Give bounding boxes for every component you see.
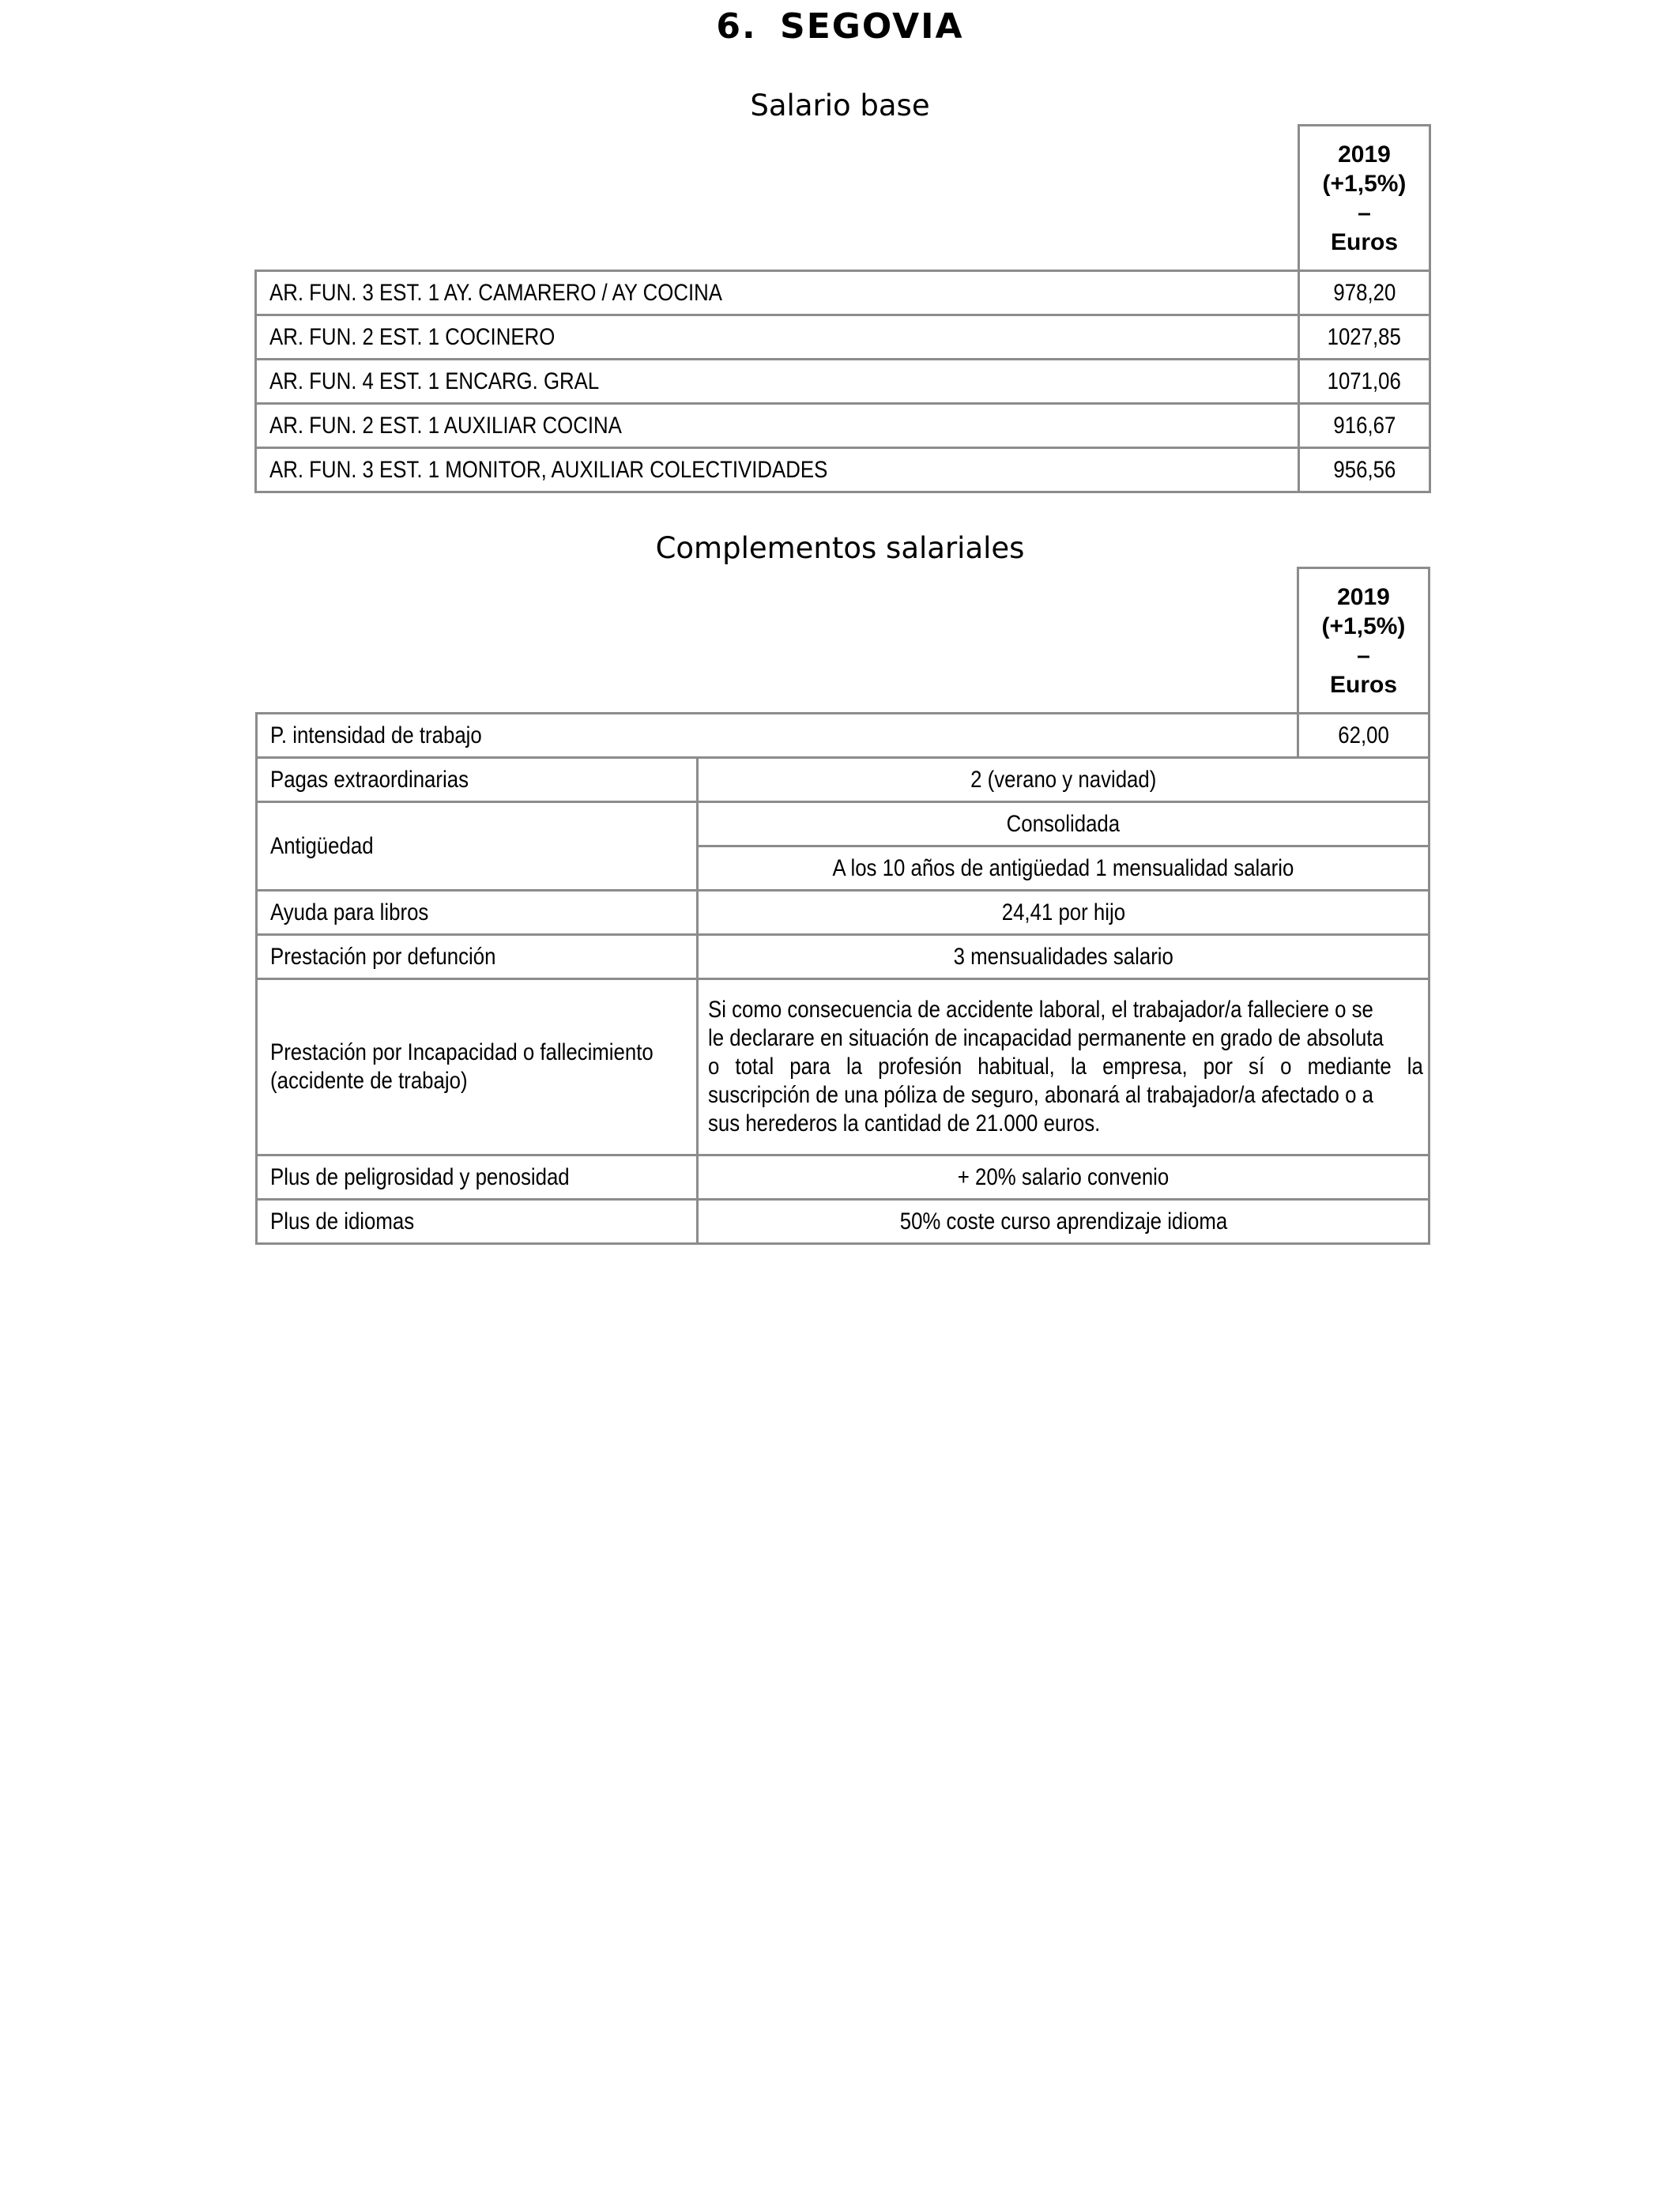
- concept-value: 50% coste curso aprendizaje idioma: [698, 1200, 1430, 1244]
- column-header: 2019 (+1,5%) – Euros: [1298, 568, 1430, 714]
- table-row: [256, 404, 1430, 448]
- category-label: AR. FUN. 3 EST. 1 AY. CAMARERO / AY COCINA: [256, 271, 1299, 315]
- salary-value: 916,67: [1299, 404, 1430, 448]
- table-row: [257, 714, 1430, 758]
- category-label: AR. FUN. 2 EST. 1 AUXILIAR COCINA: [256, 404, 1299, 448]
- salario-base-table: [254, 124, 1431, 493]
- table-row: [256, 315, 1430, 360]
- concept-label: P. intensidad de trabajo: [257, 714, 1298, 758]
- table-row: [257, 935, 1430, 979]
- table-row: [257, 758, 1430, 802]
- concept-value: 24,41 por hijo: [698, 891, 1430, 935]
- salary-value: 1027,85: [1299, 315, 1430, 360]
- concept-label: Pagas extraordinarias: [257, 758, 698, 802]
- concept-label: Ayuda para libros: [257, 891, 698, 935]
- concept-value: 3 mensualidades salario: [698, 935, 1430, 979]
- concept-value: 2 (verano y navidad): [698, 758, 1430, 802]
- concept-label: Antigüedad: [257, 802, 698, 891]
- salary-value: 1071,06: [1299, 360, 1430, 404]
- category-label: AR. FUN. 2 EST. 1 COCINERO: [256, 315, 1299, 360]
- category-label: AR. FUN. 3 EST. 1 MONITOR, AUXILIAR COLECTIVIDADES: [256, 448, 1299, 492]
- table-row: [256, 360, 1430, 404]
- table-row: [257, 802, 1430, 846]
- complementos-heading: Complementos salariales: [655, 531, 1025, 565]
- concept-value: A los 10 años de antigüedad 1 mensualidad salario: [698, 846, 1430, 891]
- empty-header-cell: [256, 126, 1299, 271]
- table-row: [257, 979, 1430, 1155]
- table-row: [257, 891, 1430, 935]
- table-row: [256, 448, 1430, 492]
- complementos-table: [255, 567, 1430, 1245]
- concept-label: Prestación por Incapacidad o fallecimiento (accidente de trabajo): [257, 979, 698, 1155]
- table-row: [257, 1200, 1430, 1244]
- concept-value: + 20% salario convenio: [698, 1155, 1430, 1200]
- column-header: 2019 (+1,5%) – Euros: [1299, 126, 1430, 271]
- category-label: AR. FUN. 4 EST. 1 ENCARG. GRAL: [256, 360, 1299, 404]
- salary-value: 978,20: [1299, 271, 1430, 315]
- concept-value: 62,00: [1298, 714, 1430, 758]
- concept-value: Consolidada: [698, 802, 1430, 846]
- empty-header-cell: [257, 568, 1298, 714]
- table-row: [257, 1155, 1430, 1200]
- salario-base-heading: Salario base: [750, 89, 930, 123]
- table-row: [256, 271, 1430, 315]
- salary-value: 956,56: [1299, 448, 1430, 492]
- concept-label: Prestación por defunción: [257, 935, 698, 979]
- concept-label: Plus de peligrosidad y penosidad: [257, 1155, 698, 1200]
- concept-label: Plus de idiomas: [257, 1200, 698, 1244]
- concept-value: Si como consecuencia de accidente laboral, el trabajador/a falleciere o se le declarare en situación de incapacidad permanente en grado de absoluta o total para la profesión habitual, la empresa, por sí o mediante la suscripción de una póliza de seguro, abonará al trabajador/a afectado o a sus herederos la cantidad de 21.000 euros.: [698, 979, 1430, 1155]
- page-title: 6. SEGOVIA: [716, 6, 964, 47]
